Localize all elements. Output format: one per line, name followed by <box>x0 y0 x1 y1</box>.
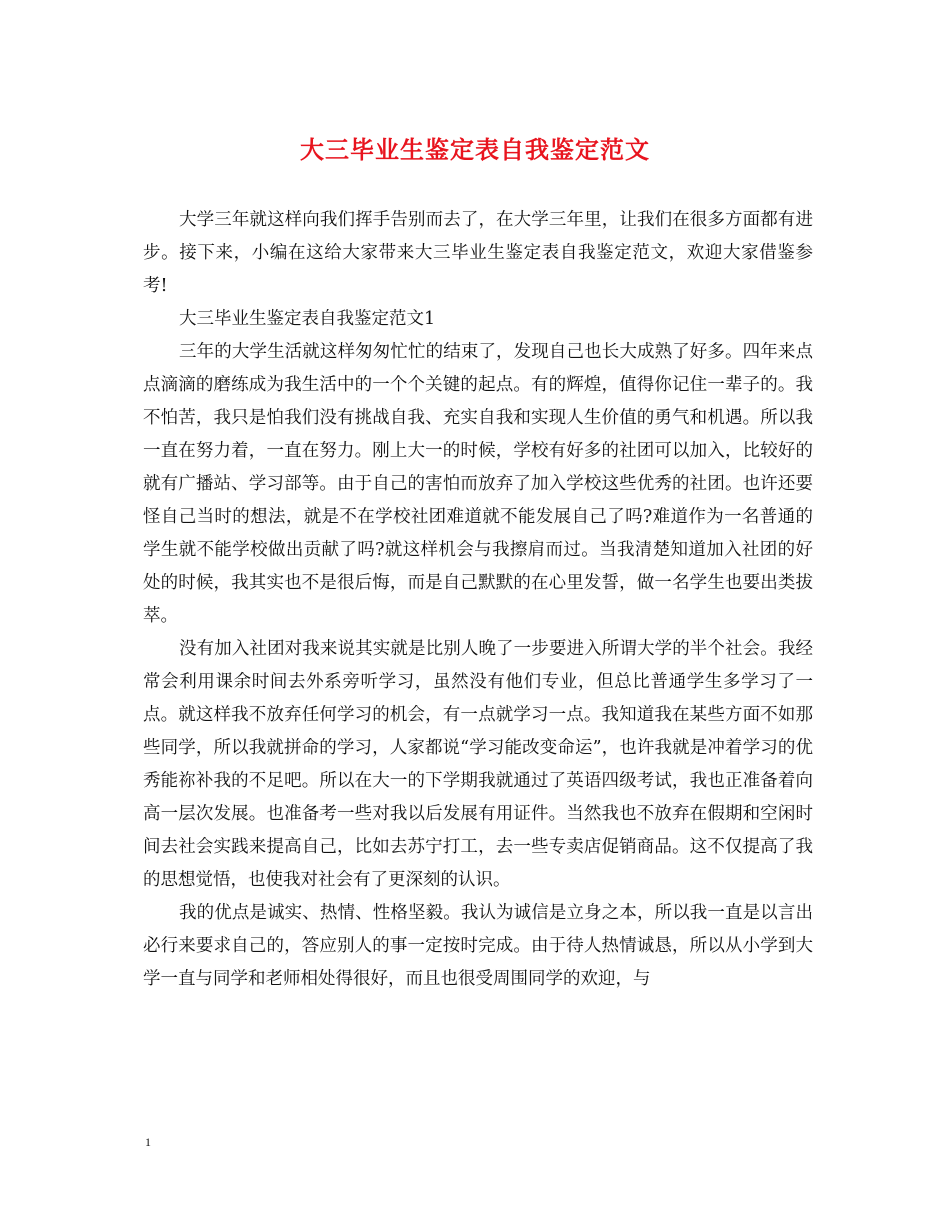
paragraph-body: 三年的大学生活就这样匆匆忙忙的结束了，发现自己也长大成熟了好多。四年来点点滴滴的磨练成为我生活中的一个个关键的起点。有的辉煌，值得你记住一辈子的。我不怕苦，我只是怕我们没有挑战自我、充实自我和实现人生价值的勇气和机遇。所以我一直在努力着，一直在努力。刚上大一的时候，学校有好多的社团可以加入，比较好的就有广播站、学习部等。由于自己的害怕而放弃了加入学校这些优秀的社团。也许还要怪自己当时的想法，就是不在学校社团难道就不能发展自己了吗?难道作为一名普通的学生就不能学校做出贡献了吗?就这样机会与我擦肩而过。当我清楚知道加入社团的好处的时候，我其实也不是很后悔，而是自己默默的在心里发誓，做一名学生也要出类拔萃。 <box>143 342 813 626</box>
paragraph-section-heading: 大三毕业生鉴定表自我鉴定范文1 <box>179 309 436 329</box>
paragraph-body: 没有加入社团对我来说其实就是比别人晚了一步要进入所谓大学的半个社会。我经常会利用课余时间去外系旁听学习，虽然没有他们专业，但总比普通学生多学习了一点。就这样我不放弃任何学习的机会，有一点就学习一点。我知道我在某些方面不如那些同学，所以我就拼命的学习，人家都说“学习能改变命运”，也许我就是冲着学习的优秀能祢补我的不足吧。所以在大一的下学期我就通过了英语四级考试，我也正准备着向高一层次发展。也准备考一些对我以后发展有用证件。当然我也不放弃在假期和空闲时间去社会实践来提高自己，比如去苏宁打工，去一些专卖店促销商品。这不仅提高了我的思想觉悟，也使我对社会有了更深刻的认识。 <box>143 639 813 890</box>
document-body <box>143 204 813 996</box>
document-title: 大三毕业生鉴定表自我鉴定范文 <box>300 135 650 164</box>
paragraph-body: 我的优点是诚实、热情、性格坚毅。我认为诚信是立身之本，所以我一直是以言出必行来要求自己的，答应别人的事一定按时完成。由于待人热情诚恳，所以从小学到大学一直与同学和老师相处得很好，而且也很受周围同学的欢迎，与 <box>143 903 813 989</box>
paragraph-intro: 大学三年就这样向我们挥手告别而去了，在大学三年里，让我们在很多方面都有进步。接下来，小编在这给大家带来大三毕业生鉴定表自我鉴定范文，欢迎大家借鉴参考! <box>143 210 813 296</box>
page-number: 1 <box>145 1135 151 1149</box>
